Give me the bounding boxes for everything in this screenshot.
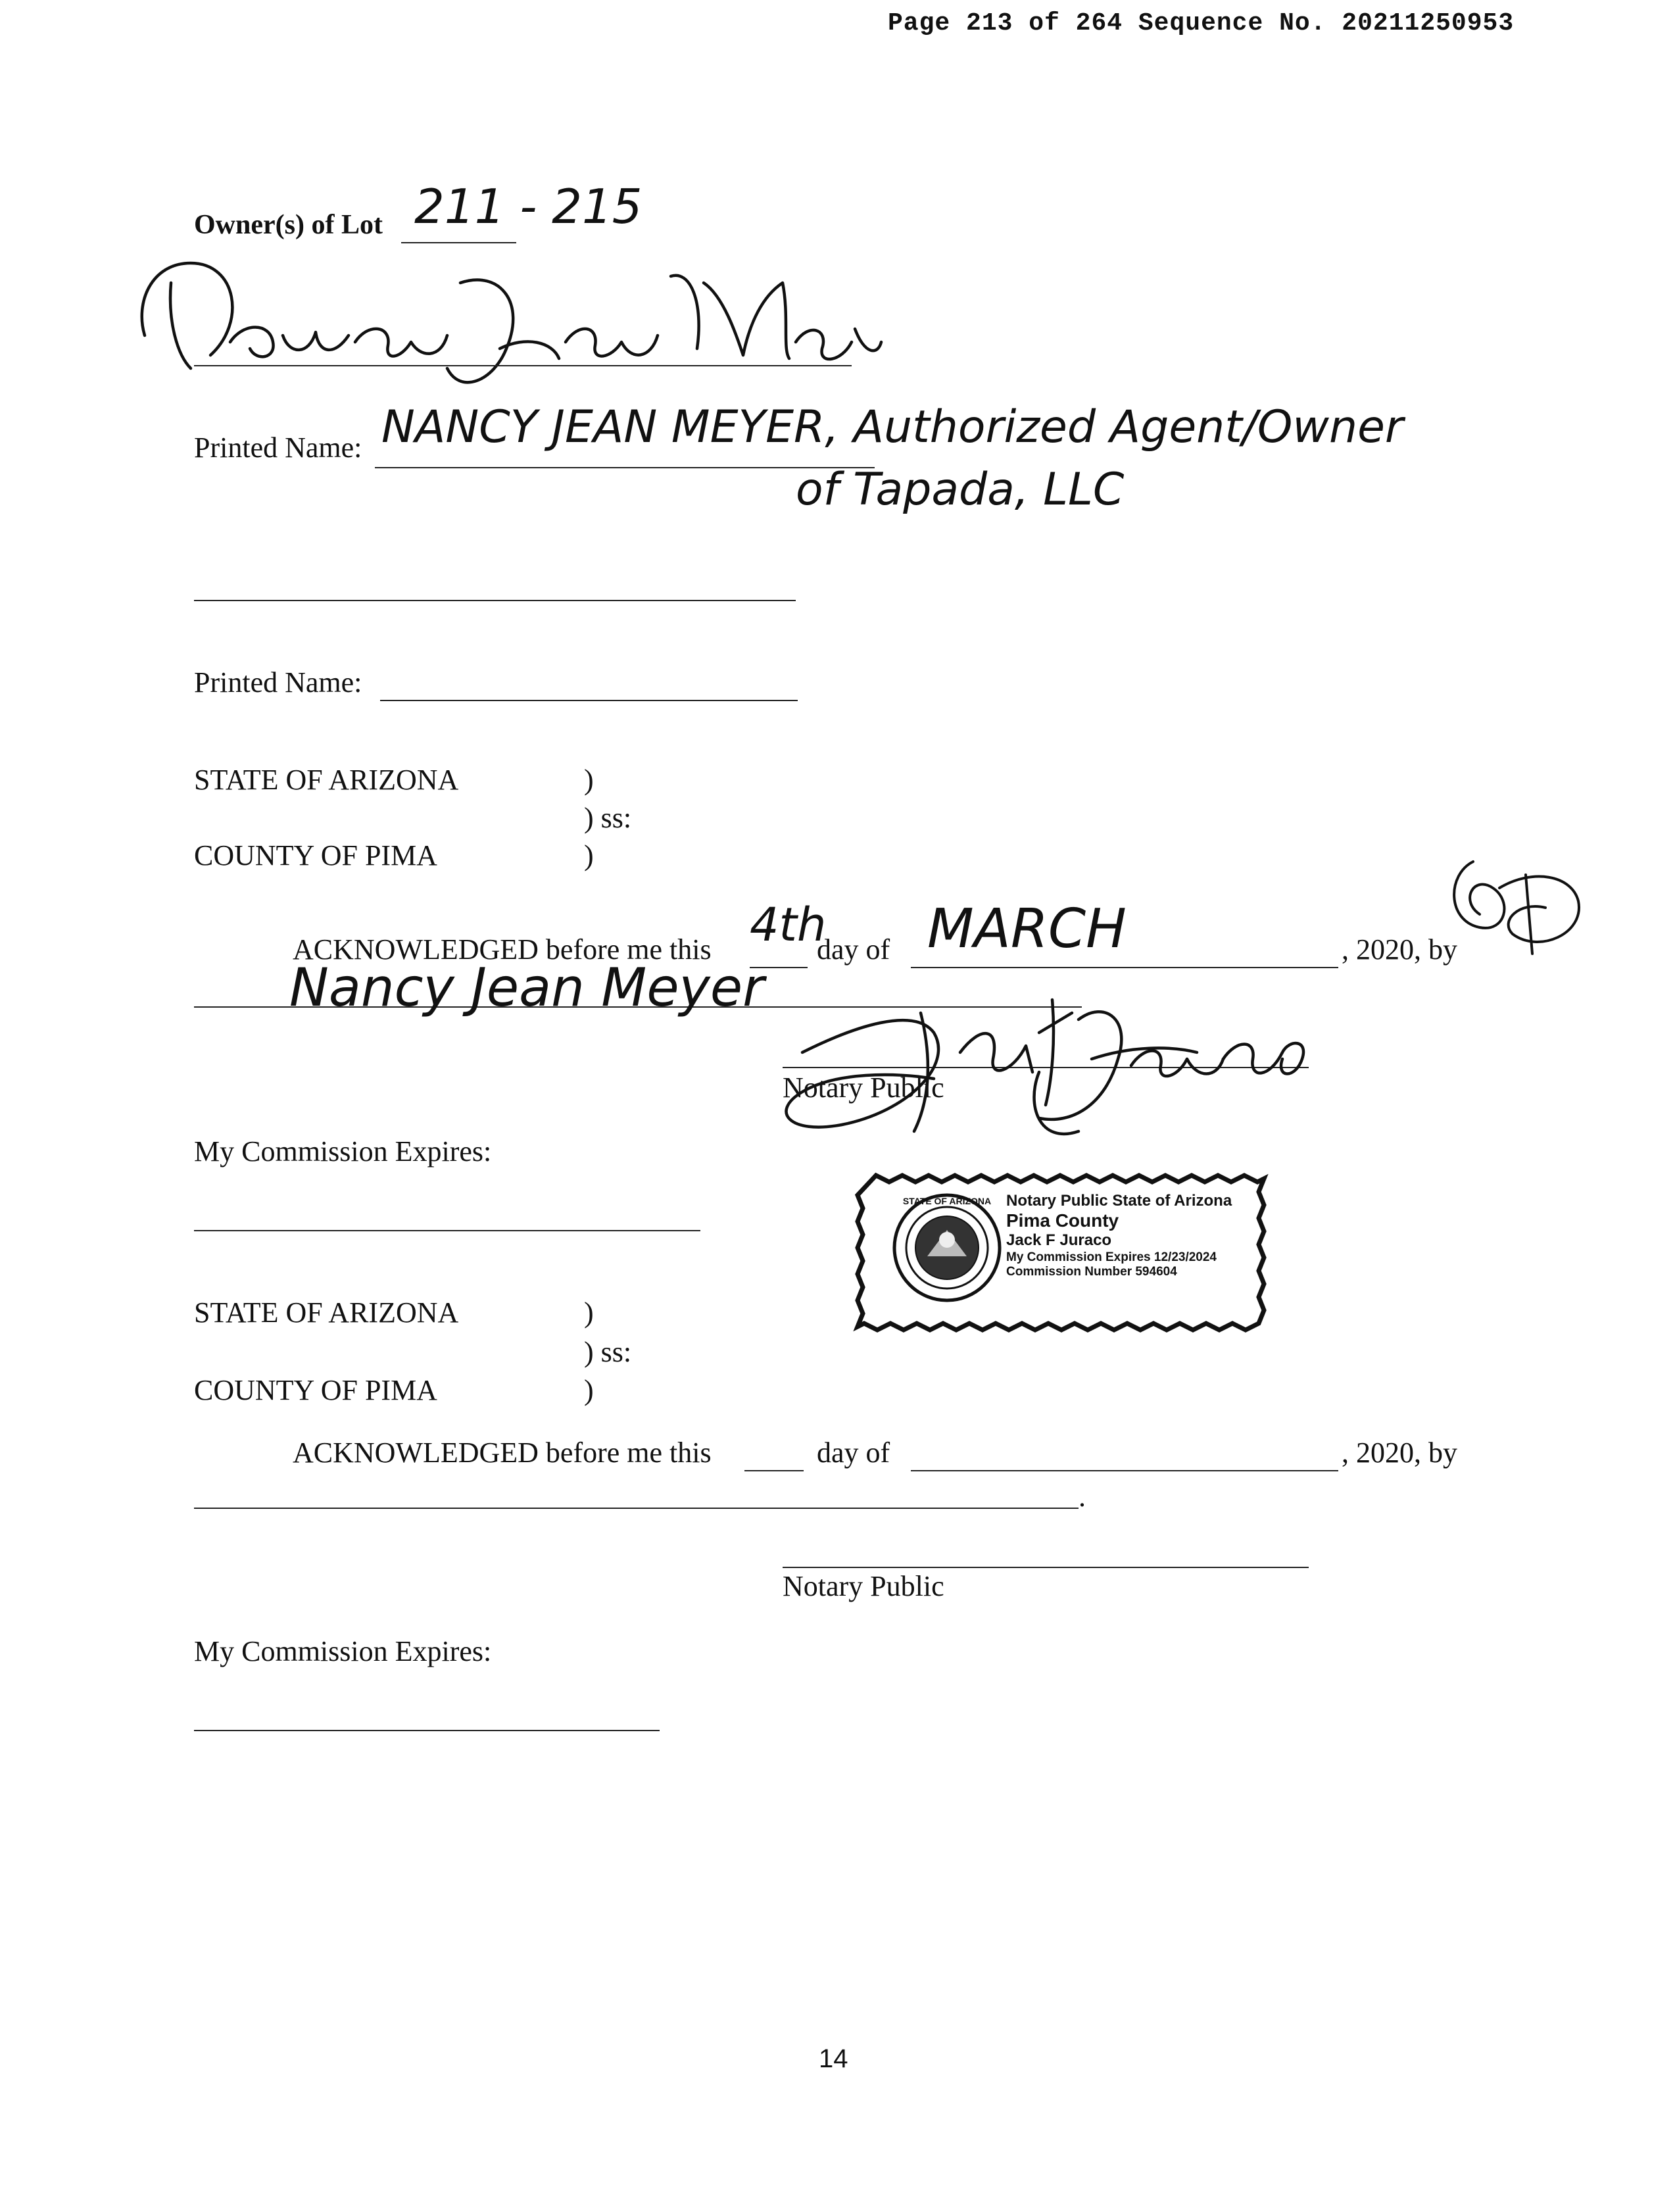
page-number: 14	[819, 2044, 848, 2073]
initials-mark	[1434, 848, 1605, 973]
stamp-line-5: Commission Number 594604	[1006, 1265, 1177, 1279]
paren-bottom-2: )	[584, 1374, 594, 1406]
ack-month-line-2	[911, 1470, 1338, 1471]
stamp-line-2: Pima County	[1006, 1210, 1119, 1231]
ack-dayof-1: day of	[817, 933, 890, 966]
owner-lot-label: Owner(s) of Lot	[194, 210, 383, 240]
ack-name-handwritten-1: Nancy Jean Meyer	[289, 957, 764, 1018]
county-label-2: COUNTY OF PIMA	[194, 1374, 437, 1406]
paren-bottom-1: )	[584, 839, 594, 872]
paren-top-2: )	[584, 1296, 594, 1329]
stamp-line-3: Jack F Juraco	[1006, 1231, 1112, 1249]
state-label-2: STATE OF ARIZONA	[194, 1296, 459, 1329]
notary-signature	[763, 973, 1322, 1144]
commission-label-2: My Commission Expires:	[194, 1635, 492, 1667]
stamp-line-1: Notary Public State of Arizona	[1006, 1192, 1232, 1210]
notary-label-2: Notary Public	[783, 1570, 944, 1602]
notary-stamp	[868, 1167, 1302, 1329]
lot-number-handwritten: 211 - 215	[414, 179, 643, 234]
ack-prefix-1: ACKNOWLEDGED before me this	[293, 933, 712, 966]
printed-name-line-2	[380, 700, 798, 701]
printed-name-label-1: Printed Name:	[194, 431, 362, 464]
state-label-1: STATE OF ARIZONA	[194, 764, 459, 796]
ack-day-line-2	[744, 1470, 804, 1471]
commission-line-2	[194, 1730, 660, 1731]
owner-signature	[132, 243, 888, 421]
notary-label-1: Notary Public	[783, 1071, 944, 1104]
ack-dayof-2: day of	[817, 1437, 890, 1469]
paren-top-1: )	[584, 764, 594, 796]
notary-signature-line-2	[783, 1567, 1309, 1568]
stamp-line-4: My Commission Expires 12/23/2024	[1006, 1250, 1217, 1264]
ack-month-line-1	[911, 967, 1338, 968]
ss-label-1: ) ss:	[584, 802, 632, 834]
owner-signature-line	[194, 365, 852, 366]
page-sequence-header: Page 213 of 264 Sequence No. 20211250953	[888, 9, 1515, 37]
second-signature-line	[194, 600, 796, 601]
ack-year-1: , 2020, by	[1342, 933, 1457, 966]
ack-day-handwritten-1: 4th	[750, 898, 827, 952]
printed-name-label-2: Printed Name:	[194, 666, 362, 699]
commission-label-1: My Commission Expires:	[194, 1135, 492, 1167]
ack-year-2: , 2020, by	[1342, 1437, 1457, 1469]
ack-prefix-2: ACKNOWLEDGED before me this	[293, 1437, 712, 1469]
printed-name-handwritten-1: NANCY JEAN MEYER, Authorized Agent/Owner	[381, 401, 1403, 453]
ack-month-handwritten-1: MARCH	[927, 898, 1127, 960]
ack-name-line-2	[194, 1508, 1079, 1509]
commission-line-1	[194, 1230, 700, 1231]
printed-name-handwritten-2: of Tapada, LLC	[796, 464, 1125, 516]
stamp-seal-text: STATE OF ARIZONA	[902, 1196, 992, 1206]
county-label-1: COUNTY OF PIMA	[194, 839, 437, 872]
ack-period-2: .	[1079, 1481, 1086, 1513]
ss-label-2: ) ss:	[584, 1336, 632, 1368]
